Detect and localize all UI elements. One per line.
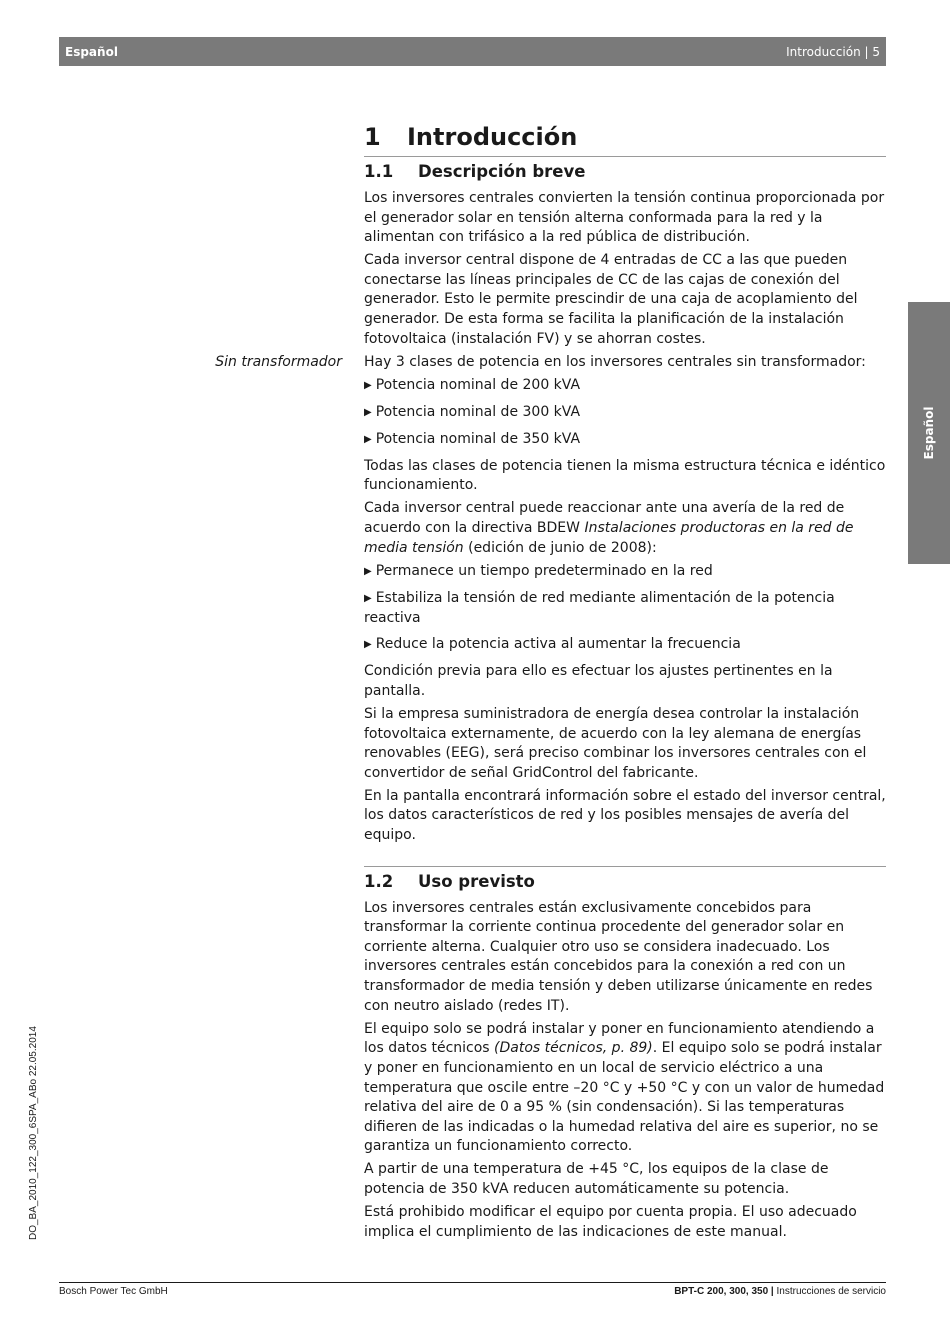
paragraph: El equipo solo se podrá instalar y poner en funcionamiento atendiendo a los datos técnicos (Datos técnicos, p. 89). El equipo solo se podrá instalar y poner en funcionamiento en un local de servicio eléctrico a una temperatura que oscile entre –20 °C y +50 °C y con un valor de humedad relativa del aire de 0 a 95 % (sin condensación). Si las temperaturas difieren de las indicadas o la humedad relativa del aire es superior, no se garantiza un funcionamiento correcto.: [364, 1020, 885, 1155]
triangle-bullet-icon: ▶: [364, 639, 372, 651]
margin-note: Sin transformador: [215, 353, 342, 370]
section-heading-1-1: [364, 159, 886, 185]
paragraph: En la pantalla encontrará información sobre el estado del inversor central, los datos característicos de red y los posibles mensajes de avería del equipo.: [364, 787, 886, 844]
list-item: ▶ Potencia nominal de 350 kVA: [364, 430, 581, 447]
cross-reference-link[interactable]: (Datos técnicos, p. 89): [494, 1040, 653, 1057]
section-number: 1.2: [364, 871, 394, 891]
triangle-bullet-icon: ▶: [364, 433, 372, 445]
chapter-number: 1: [364, 123, 381, 151]
paragraph: Hay 3 clases de potencia en los inversores centrales sin transformador:: [364, 353, 866, 370]
side-tab-label: Español: [922, 406, 936, 460]
paragraph: Cada inversor central dispone de 4 entradas de CC a las que pueden conectarse las líneas principales de CC de las cajas de conexión del generador. Esto le permite prescindir de una caja de acoplamiento del generador. De esta forma se facilita la planificación de la instalación fotovoltaica (instalación FV) y se ahorran costes.: [364, 252, 858, 347]
list-item: ▶ Reduce la potencia activa al aumentar la frecuencia: [364, 636, 741, 653]
paragraph: Si la empresa suministradora de energía desea controlar la instalación fotovoltaica externamente, de acuerdo con la ley alemana de energías renovables (EEG), será preciso combinar los inversores centrales con el convertidor de señal GridControl del fabricante.: [364, 706, 867, 781]
list-item: ▶ Potencia nominal de 300 kVA: [364, 403, 581, 420]
list-item: ▶ Permanece un tiempo predeterminado en la red: [364, 562, 713, 579]
triangle-bullet-icon: ▶: [364, 379, 372, 391]
chapter-title: Introducción: [407, 123, 578, 151]
triangle-bullet-icon: ▶: [364, 565, 372, 577]
list-item: ▶ Estabiliza la tensión de red mediante alimentación de la potencia reactiva: [364, 589, 835, 627]
list-item: ▶ Potencia nominal de 200 kVA: [364, 376, 581, 393]
page-header: [59, 37, 886, 66]
footer-divider: [59, 1282, 886, 1283]
header-language: Español: [65, 44, 118, 59]
paragraph: A partir de una temperatura de +45 °C, los equipos de la clase de potencia de 350 kVA reducen automáticamente su potencia.: [364, 1161, 829, 1197]
paragraph: Condición previa para ello es efectuar los ajustes pertinentes en la pantalla.: [364, 663, 833, 699]
paragraph: Los inversores centrales están exclusivamente concebidos para transformar la corriente continua procedente del generador solar en corriente alterna. Cualquier otro uso se considera inadecuado. Los inversores centrales están concebidos para la conexión a red con un transformador de media tensión y deben utilizarse únicamente en redes con neutro aislado (redes IT).: [364, 899, 873, 1014]
bullet-list: [364, 376, 886, 451]
document-code: DO_BA_2010_122_300_6SPA_ABo 22.05.2014: [28, 1026, 39, 1240]
section-title: Uso previsto: [418, 871, 535, 891]
footer-product: BPT-C 200, 300, 350 | Instrucciones de servicio: [674, 1286, 886, 1297]
paragraph-with-note: [215, 353, 886, 373]
directive-title: Instalaciones productoras en la red de media tensión: [364, 520, 854, 556]
language-side-tab: [908, 302, 950, 564]
page-footer: [59, 1286, 886, 1297]
paragraph: Está prohibido modificar el equipo por cuenta propia. El uso adecuado implica el cumplimiento de las indicaciones de este manual.: [364, 1204, 857, 1240]
chapter-heading: [364, 118, 886, 157]
header-section: Introducción | 5: [786, 44, 880, 59]
triangle-bullet-icon: ▶: [364, 406, 372, 418]
footer-company: Bosch Power Tec GmbH: [59, 1286, 168, 1297]
section-number: 1.1: [364, 162, 394, 181]
main-content: [215, 118, 886, 1246]
section-heading-1-2: [364, 866, 886, 895]
section-title: Descripción breve: [418, 162, 586, 181]
paragraph: Cada inversor central puede reaccionar ante una avería de la red de acuerdo con la directiva BDEW Instalaciones productoras en la red de media tensión (edición de junio de 2008):: [364, 500, 854, 556]
paragraph: Los inversores centrales convierten la tensión continua proporcionada por el generador solar en tensión alterna conformada para la red y la alimentan con trifásico a la red pública de distribución.: [364, 190, 885, 246]
bullet-list: [364, 562, 886, 656]
paragraph: Todas las clases de potencia tienen la misma estructura técnica e idéntico funcionamiento.: [364, 457, 886, 494]
triangle-bullet-icon: ▶: [364, 592, 372, 604]
